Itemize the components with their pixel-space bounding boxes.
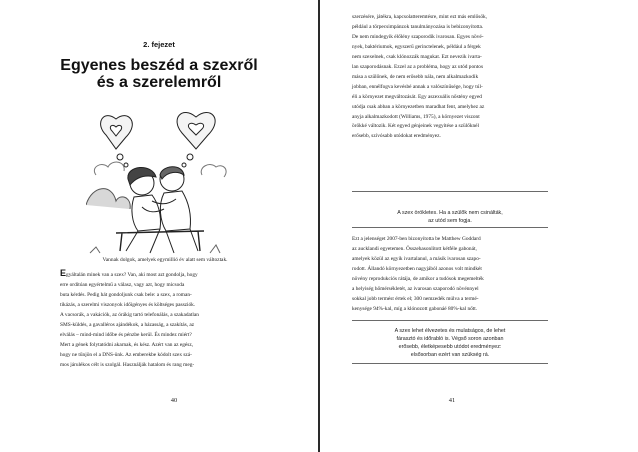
- bench: [116, 231, 204, 251]
- quote-rule-bottom: [352, 227, 548, 228]
- body-line: az aucklandi egyetemen. Összehasonlított kétféle gabonát,: [352, 245, 477, 252]
- quote-line: az utód sem fogja.: [428, 218, 472, 224]
- body-line: A vacsorák, a vakációk, az órákig tartó telefonálás, a szakadatlan: [60, 311, 199, 318]
- right-body-text-1: [352, 13, 548, 142]
- body-line: mása a szülőnek, de nem erősebb nála, nem alkalmazkodik: [352, 73, 479, 80]
- left-body-text: [60, 269, 256, 371]
- body-line: De nem mindegyik élőlény szaporodik ivarosan. Egyes növé-: [352, 33, 484, 40]
- drop-cap: E: [60, 268, 67, 278]
- body-line: utódja csak abban a környezetben maradhat fent, amelyhez az: [352, 103, 485, 110]
- body-line: tikázás, a szerelmi viszonyok időigényes és költséges passziók.: [60, 301, 196, 308]
- body-line: nem szexelnek, csak klónozzák magukat. Ezt nevezik ivarta-: [352, 53, 482, 60]
- body-line: például a törpecsimpánzok tanulmányozása is bebizonyította.: [352, 23, 484, 30]
- quote-rule-bottom: [352, 363, 548, 364]
- body-line: SMS-küldés, a gavalléros ajándékok, a házasság, a szakítás, az: [60, 321, 195, 328]
- body-line: erősebb, szívósabb utódokat eredményez.: [352, 133, 441, 140]
- illustration-caption: Vannak dolgok, amelyek egymillió év alatt sem változtak.: [102, 257, 228, 263]
- body-line: amelyek közül az egyik ivartalanul, a másik ivarosan szapo-: [352, 255, 481, 262]
- body-line: anyja alkalmazkodott (Williams, 1975), a környezet viszont: [352, 113, 480, 120]
- body-line: rodott. Állandó környezetben nagyjából azonos volt mindkét: [352, 265, 482, 272]
- page-number-right: 41: [448, 397, 456, 404]
- body-line: erre ordítóan egyértelmű a válasz, vagy azt, hogy micsoda: [60, 281, 185, 288]
- quote-line: fárasztó és időrabló is. Végső soron azonban: [396, 336, 504, 342]
- chapter-title: [0, 57, 318, 91]
- pull-quote-2: [352, 327, 548, 359]
- right-body-text-2: [352, 235, 548, 315]
- body-line: éli a környezet megváltozását. Egy aszexuális nőstény egyed: [352, 93, 482, 100]
- body-line: szerzésére, játékra, kapcsolatteremtésre, mint ezt más emlősök,: [352, 14, 488, 20]
- body-line: elválás – mind-mind időbe és pénzbe kerül. És mindez miért?: [60, 331, 192, 338]
- chapter-label: 2. fejezet: [143, 40, 175, 49]
- quote-line: elsősorban ezért van szükség rá.: [410, 352, 490, 358]
- body-line: növény reprodukciós rátája, de amikor a tudósok megemelték: [352, 275, 484, 282]
- page-number-left: 40: [170, 397, 178, 404]
- body-line: örökké változik. Két egyed génjeinek vegyítése a szülőknél: [352, 123, 480, 130]
- body-line: mos járulékos célt is szolgál. Használják hatalom és rang meg-: [60, 361, 195, 368]
- left-page: [0, 0, 318, 452]
- body-line: Mert a gének folytatódni akarnak, és kész. Azért van az egész,: [60, 341, 194, 348]
- chapter-title-line-2: és a szerelemről: [96, 74, 222, 91]
- quote-rule-top: [352, 191, 548, 192]
- right-page: [320, 0, 638, 452]
- body-line: lan szaporodásnak. Ezzel az a probléma, hogy az utód pontos: [352, 63, 484, 70]
- quote-line: A szex lehet élvezetes és mulatságos, de lehet: [394, 328, 506, 334]
- body-line: Ezt a jelenséget 2007-ben bizonyította be Matthew Goddard: [352, 236, 481, 242]
- body-line: kenysége 94%-kal, míg a klónozott gabonáé 80%-kal nőtt.: [352, 305, 478, 312]
- body-line: Egyáltalán minek van a szex? Van, aki most azt gondolja, hogy: [60, 268, 198, 278]
- couple-illustration: [86, 105, 232, 255]
- body-line: a helyiség hőmérsékletét, az ivarosan szaporodó növénnyel: [352, 285, 479, 292]
- body-line: nyek, baktériumok, egyszerű gerinctelenek, például a férgek: [352, 43, 481, 50]
- body-line: hogy ne tűnjön el a DNS-ünk. Az emberekbe kódolt szex szá-: [60, 351, 192, 358]
- chapter-title-line-1: Egyenes beszéd a szexről: [60, 57, 258, 74]
- body-line: buta kérdés. Pedig hát gondoljunk csak bele: a szex, a roman-: [60, 291, 192, 298]
- body-line: jobban, ennélfogva kevésbé annak a valószínűsége, hogy túl-: [352, 83, 483, 90]
- quote-line: erősebb, életképesebb utódot eredményez:: [398, 344, 502, 350]
- quote-line: A szex örökletes. Ha a szülők nem csinálták,: [397, 210, 503, 216]
- body-line: sokkal jobb termést értek el; 300 nemzedék múlva a termé-: [352, 295, 479, 302]
- quote-rule-top: [352, 320, 548, 321]
- pull-quote-1: [352, 209, 548, 225]
